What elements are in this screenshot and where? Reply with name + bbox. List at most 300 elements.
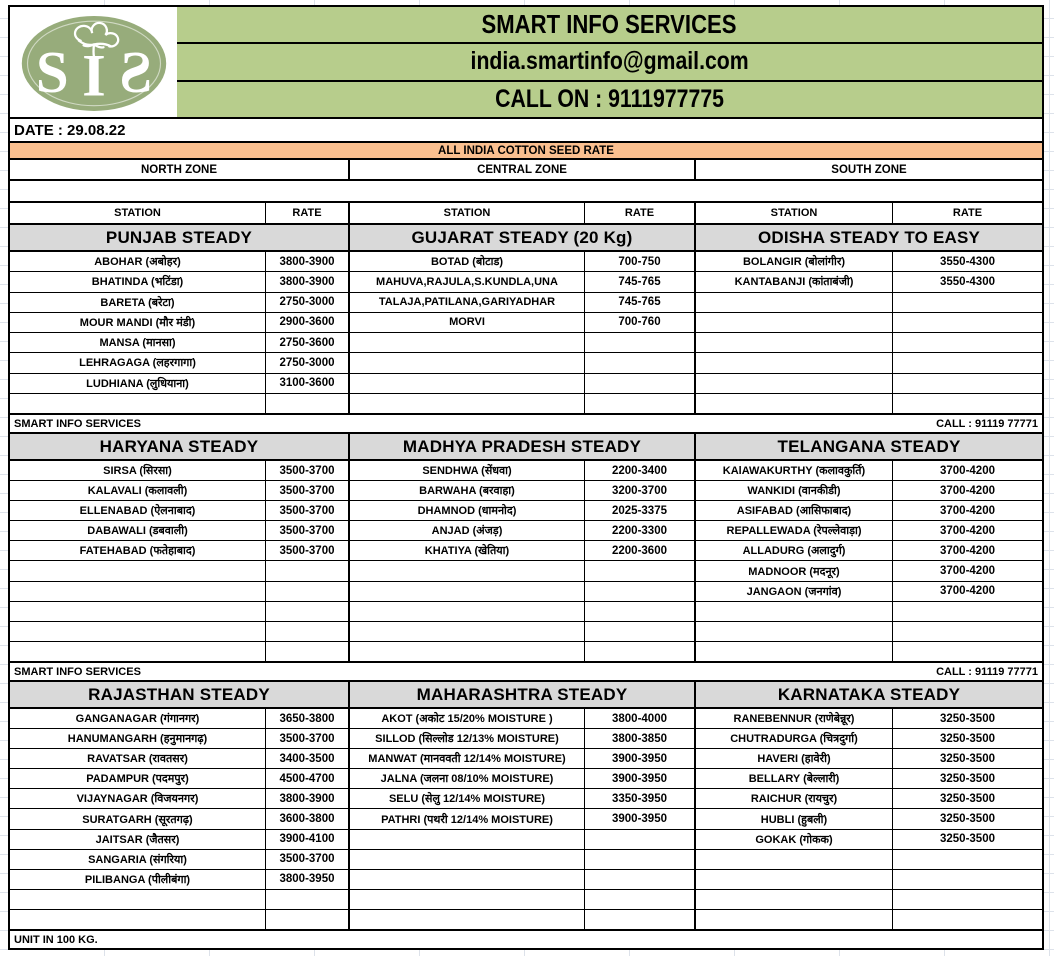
company-title-row (177, 7, 1042, 42)
gujarat-rates (350, 252, 696, 413)
station-cell (350, 830, 585, 849)
rate-cell (893, 333, 1042, 352)
rate-table-section-3 (10, 707, 1042, 929)
station-cell (696, 394, 893, 413)
station-cell (350, 582, 585, 601)
rate-cell: 3100-3600 (279, 377, 335, 390)
company-phone: CALL ON : 9111977775 (495, 84, 724, 113)
table-row (696, 481, 1042, 501)
rate-cell (266, 622, 348, 641)
station-cell: MANSA (मानसा) (10, 333, 266, 352)
date-label: DATE : 29.08.22 (14, 121, 126, 139)
zone-central: CENTRAL ZONE (350, 160, 696, 179)
table-row (10, 769, 348, 789)
table-row (696, 313, 1042, 333)
station-cell: JAITSAR (जैतसर) (10, 830, 266, 849)
station-header: STATION (10, 203, 266, 223)
zone-header-row (10, 158, 1042, 179)
station-cell (350, 642, 585, 661)
state-title-gujarat: GUJARAT STEADY (20 Kg) (350, 225, 696, 250)
rate-cell: 3250-3500 (940, 732, 995, 745)
table-row (10, 541, 348, 561)
table-row (350, 561, 694, 581)
table-row (696, 501, 1042, 521)
station-cell: SANGARIA (संगरिया) (10, 850, 266, 869)
rate-cell: 3600-3800 (279, 813, 335, 826)
station-cell: ABOHAR (अबोहर) (10, 252, 266, 271)
table-row (350, 850, 694, 870)
rate-cell: 2200-3400 (612, 464, 667, 477)
station-cell (10, 622, 266, 641)
state-title-maharashtra: MAHARASHTRA STEADY (350, 682, 696, 707)
table-row (10, 521, 348, 541)
rate-cell (893, 313, 1042, 332)
rate-cell (893, 870, 1042, 889)
rate-cell: 700-750 (618, 255, 661, 268)
station-cell (350, 374, 585, 393)
station-cell: SELU (सेलु 12/14% MOISTURE) (350, 789, 585, 808)
company-logo (10, 7, 177, 117)
station-cell (350, 561, 585, 580)
table-row (696, 394, 1042, 413)
table-row (10, 749, 348, 769)
station-cell (10, 582, 266, 601)
rajasthan-rates (10, 709, 350, 929)
rate-cell: 3200-3700 (612, 484, 667, 497)
rate-cell: 3900-3950 (612, 752, 667, 765)
rate-cell: 3650-3800 (279, 712, 335, 725)
table-row (10, 870, 348, 890)
station-cell: MANWAT (मानववती 12/14% MOISTURE) (350, 749, 585, 768)
rate-cell (893, 602, 1042, 621)
rate-cell: 3550-4300 (940, 275, 995, 288)
rate-cell: 2750-3600 (279, 336, 335, 349)
table-row (696, 709, 1042, 729)
rate-cell (893, 374, 1042, 393)
info-bar-left: SMART INFO SERVICES (14, 417, 141, 430)
rate-cell (893, 910, 1042, 929)
table-row (10, 333, 348, 353)
state-title-rajasthan: RAJASTHAN STEADY (10, 682, 350, 707)
station-cell: SURATGARH (सूरतगढ़) (10, 809, 266, 828)
table-row (696, 830, 1042, 850)
north-column-headers (10, 203, 350, 223)
station-cell (696, 642, 893, 661)
station-cell: RANEBENNUR (राणेबेन्नूर) (696, 709, 893, 728)
station-cell (10, 602, 266, 621)
rate-cell (893, 622, 1042, 641)
odisha-rates (696, 252, 1042, 413)
rate-table-section-1 (10, 250, 1042, 413)
table-row (10, 481, 348, 501)
rate-cell (893, 850, 1042, 869)
punjab-rates (10, 252, 350, 413)
rate-cell: 3250-3500 (940, 833, 995, 846)
station-cell (350, 870, 585, 889)
table-row (350, 353, 694, 373)
station-cell: WANKIDI (वानकीडी) (696, 481, 893, 500)
haryana-rates (10, 461, 350, 661)
table-row (350, 521, 694, 541)
station-cell (350, 602, 585, 621)
rate-header: RATE (292, 207, 322, 219)
station-cell: TALAJA,PATILANA,GARIYADHAR (350, 293, 585, 312)
station-cell (350, 394, 585, 413)
rate-header: RATE (624, 207, 655, 219)
station-cell: ASIFABAD (आसिफाबाद) (696, 501, 893, 520)
rate-cell: 3400-3500 (279, 752, 335, 765)
rate-cell: 3550-4300 (940, 255, 995, 268)
table-row (696, 272, 1042, 292)
rate-cell (585, 622, 694, 641)
rate-cell: 2025-3375 (612, 504, 667, 517)
table-row (10, 252, 348, 272)
table-row (696, 561, 1042, 581)
station-cell: HANUMANGARH (हनुमानगढ़) (10, 729, 266, 748)
table-row (696, 789, 1042, 809)
station-cell (696, 602, 893, 621)
station-cell: RAVATSAR (रावतसर) (10, 749, 266, 768)
station-cell (10, 642, 266, 661)
rate-cell: 3700-4200 (940, 484, 995, 497)
rate-cell: 3350-3950 (612, 792, 667, 805)
rate-cell (266, 561, 348, 580)
banner-title: ALL INDIA COTTON SEED RATE (438, 144, 614, 157)
company-email-row (177, 42, 1042, 79)
table-row (696, 461, 1042, 481)
rate-cell: 3500-3700 (279, 853, 335, 866)
unit-note-row (10, 929, 1042, 948)
table-row (10, 461, 348, 481)
table-row (696, 642, 1042, 661)
rate-cell (585, 374, 694, 393)
column-header-row (10, 201, 1042, 223)
station-cell: ANJAD (अंजड़) (350, 521, 585, 540)
rate-cell: 3900-3950 (612, 772, 667, 785)
table-row (10, 602, 348, 622)
madhya-pradesh-rates (350, 461, 696, 661)
rate-cell (585, 870, 694, 889)
rate-cell: 3700-4200 (940, 585, 995, 598)
station-cell (696, 333, 893, 352)
table-row (696, 582, 1042, 602)
rate-cell: 3700-4200 (940, 565, 995, 578)
table-row (696, 353, 1042, 373)
station-cell: LUDHIANA (लुधियाना) (10, 374, 266, 393)
table-row (350, 870, 694, 890)
station-cell: MOUR MANDI (मौर मंडी) (10, 313, 266, 332)
rate-cell (585, 602, 694, 621)
state-title-karnataka: KARNATAKA STEADY (777, 684, 961, 704)
table-row (10, 501, 348, 521)
table-row (350, 890, 694, 910)
rate-cell: 745-765 (618, 275, 661, 288)
date-row (10, 117, 1042, 141)
table-row (696, 293, 1042, 313)
rate-cell (585, 890, 694, 909)
table-row (350, 830, 694, 850)
table-row (696, 541, 1042, 561)
rate-cell: 3500-3700 (279, 544, 335, 557)
table-row (350, 272, 694, 292)
station-cell: KALAVALI (कलावली) (10, 481, 266, 500)
station-cell: LEHRAGAGA (लहरगागा) (10, 353, 266, 372)
rate-cell: 3500-3700 (279, 504, 335, 517)
station-cell: GOKAK (गोकक) (696, 830, 893, 849)
table-row (10, 729, 348, 749)
rate-cell (266, 602, 348, 621)
rate-cell: 3900-3950 (612, 813, 667, 826)
station-cell (696, 910, 893, 929)
karnataka-rates (696, 709, 1042, 929)
cotton-boll-icon (18, 12, 170, 113)
table-row (350, 769, 694, 789)
station-cell (350, 353, 585, 372)
station-cell: PATHRI (पथरी 12/14% MOISTURE) (350, 809, 585, 828)
station-cell (350, 850, 585, 869)
rate-cell: 3250-3500 (940, 792, 995, 805)
rate-cell: 3700-4200 (940, 544, 995, 557)
station-cell: CHUTRADURGA (चित्रदुर्गा) (696, 729, 893, 748)
table-row (696, 374, 1042, 394)
table-row (696, 910, 1042, 929)
table-row (696, 749, 1042, 769)
table-row (10, 293, 348, 313)
station-cell: BOTAD (बोटाड) (350, 252, 585, 271)
table-row (350, 501, 694, 521)
table-row (696, 850, 1042, 870)
table-row (10, 789, 348, 809)
state-header-row-2 (10, 432, 1042, 459)
table-row (10, 353, 348, 373)
station-cell: AKOT (अकोट 15/20% MOISTURE ) (350, 709, 585, 728)
table-row (350, 541, 694, 561)
rate-cell (893, 394, 1042, 413)
state-title-odisha: ODISHA STEADY TO EASY (757, 227, 981, 247)
banner-row (10, 141, 1042, 158)
station-cell: KAlAWAKURTHY (कलावकुर्ति) (696, 461, 893, 480)
rate-cell: 3500-3700 (279, 484, 335, 497)
info-bar-right: CALL : 91119 77771 (936, 665, 1038, 678)
station-cell (10, 910, 266, 929)
rate-cell: 3500-3700 (279, 464, 335, 477)
table-row (696, 809, 1042, 829)
zone-south: SOUTH ZONE (831, 163, 907, 176)
station-cell: REPALLEWADA (रेपल्लेवाड़ा) (696, 521, 893, 540)
table-row (10, 809, 348, 829)
table-row (10, 709, 348, 729)
rate-cell (585, 910, 694, 929)
table-row (10, 582, 348, 602)
station-cell: BHATINDA (भटिंडा) (10, 272, 266, 291)
rate-cell: 3500-3700 (279, 524, 335, 537)
station-cell: HUBLI (हुबली) (696, 809, 893, 828)
rate-cell: 700-760 (618, 316, 661, 329)
rate-cell (266, 582, 348, 601)
rate-cell: 3800-3950 (279, 873, 335, 886)
state-title-haryana: HARYANA STEADY (10, 434, 350, 459)
table-row (350, 481, 694, 501)
station-cell: PILIBANGA (पीलीबंगा) (10, 870, 266, 889)
rate-cell: 3800-4000 (612, 712, 667, 725)
table-row (350, 709, 694, 729)
table-row (350, 809, 694, 829)
station-cell (350, 622, 585, 641)
rate-cell (585, 642, 694, 661)
table-row (350, 293, 694, 313)
rate-cell: 3800-3850 (612, 732, 667, 745)
station-cell (696, 313, 893, 332)
rate-cell: 4500-4700 (279, 772, 335, 785)
state-header-row-1 (10, 223, 1042, 250)
table-row (10, 394, 348, 413)
table-row (10, 374, 348, 394)
telangana-rates (696, 461, 1042, 661)
station-header: STATION (696, 203, 893, 223)
station-cell: ALLADURG (अलादुर्ग) (696, 541, 893, 560)
rate-cell: 3900-4100 (279, 833, 335, 846)
rate-cell (585, 582, 694, 601)
rate-cell: 3500-3700 (279, 732, 335, 745)
table-row (350, 333, 694, 353)
rate-cell: 3800-3900 (279, 792, 335, 805)
station-cell: MADNOOR (मदनूर) (696, 561, 893, 580)
svg-text:I: I (81, 42, 106, 110)
table-row (696, 333, 1042, 353)
rate-cell: 2200-3600 (612, 544, 667, 557)
rate-cell: 3800-3900 (279, 255, 335, 268)
rate-cell (585, 830, 694, 849)
info-bar-right: CALL : 91119 77771 (936, 417, 1038, 430)
rate-cell: 2750-3000 (279, 296, 335, 309)
table-row (10, 272, 348, 292)
table-row (10, 313, 348, 333)
rate-cell: 3250-3500 (940, 772, 995, 785)
station-cell (10, 890, 266, 909)
state-title-madhya-pradesh: MADHYA PRADESH STEADY (350, 434, 696, 459)
rate-cell (893, 642, 1042, 661)
station-cell: DHAMNOD (धामनोद) (350, 501, 585, 520)
table-row (10, 850, 348, 870)
station-cell: SILLOD (सिल्लोड 12/13% MOISTURE) (350, 729, 585, 748)
station-cell: BARWAHA (बरवाहा) (350, 481, 585, 500)
station-cell (350, 910, 585, 929)
rate-table-section-2 (10, 459, 1042, 661)
table-row (696, 622, 1042, 642)
zone-north: NORTH ZONE (10, 160, 350, 179)
station-cell: HAVERI (हावेरी) (696, 749, 893, 768)
south-column-headers (696, 203, 1042, 223)
table-row (350, 313, 694, 333)
station-cell: SIRSA (सिरसा) (10, 461, 266, 480)
table-row (696, 521, 1042, 541)
table-row (350, 461, 694, 481)
state-header-row-3 (10, 680, 1042, 707)
station-cell: JALNA (जलना 08/10% MOISTURE) (350, 769, 585, 788)
table-row (350, 642, 694, 661)
rate-cell (266, 890, 348, 909)
maharashtra-rates (350, 709, 696, 929)
table-row (350, 394, 694, 413)
station-cell: KANTABANJI (कांताबंजी) (696, 272, 893, 291)
info-bar-1 (10, 413, 1042, 432)
rate-cell: 2900-3600 (279, 316, 335, 329)
table-row (696, 890, 1042, 910)
central-column-headers (350, 203, 696, 223)
station-cell (696, 622, 893, 641)
rate-cell (585, 394, 694, 413)
rate-cell (585, 561, 694, 580)
station-cell: KHATIYA (खेतिया) (350, 541, 585, 560)
rate-cell: 3700-4200 (940, 464, 995, 477)
station-cell: MORVI (350, 313, 585, 332)
table-row (350, 749, 694, 769)
station-cell (696, 293, 893, 312)
station-cell (696, 353, 893, 372)
rate-cell: 2750-3000 (279, 356, 335, 369)
table-row (350, 374, 694, 394)
rate-cell (266, 394, 348, 413)
station-cell (696, 850, 893, 869)
rate-cell (893, 353, 1042, 372)
table-row (350, 729, 694, 749)
company-title: SMART INFO SERVICES (481, 9, 737, 40)
table-row (350, 910, 694, 929)
station-cell: ELLENABAD (ऐलनाबाद) (10, 501, 266, 520)
rate-cell: 3700-4200 (940, 504, 995, 517)
rate-cell (266, 642, 348, 661)
table-row (10, 622, 348, 642)
unit-note: UNIT IN 100 KG. (14, 933, 98, 946)
company-email: india.smartinfo@gmail.com (470, 47, 749, 76)
info-bar-left: SMART INFO SERVICES (14, 665, 141, 678)
rate-cell: 3250-3500 (940, 712, 995, 725)
spacer-row (10, 179, 1042, 201)
table-row (10, 561, 348, 581)
table-row (350, 789, 694, 809)
company-phone-row (177, 80, 1042, 117)
svg-text:S: S (35, 39, 69, 105)
svg-text:S: S (118, 39, 152, 105)
rate-cell (893, 293, 1042, 312)
header-banner (177, 7, 1042, 117)
rate-cell (893, 890, 1042, 909)
rate-cell (585, 353, 694, 372)
rate-cell: 745-765 (618, 296, 661, 309)
station-cell: MAHUVA,RAJULA,S.KUNDLA,UNA (350, 272, 585, 291)
rate-cell: 3250-3500 (940, 813, 995, 826)
table-row (350, 622, 694, 642)
rate-cell: 2200-3300 (612, 524, 667, 537)
rate-cell: 3700-4200 (940, 524, 995, 537)
station-cell: BARETA (बरेटा) (10, 293, 266, 312)
rate-sheet (8, 5, 1044, 950)
table-row (10, 890, 348, 910)
state-title-punjab: PUNJAB STEADY (10, 225, 350, 250)
station-cell (350, 333, 585, 352)
station-cell: VIJAYNAGAR (विजयनगर) (10, 789, 266, 808)
station-cell (696, 890, 893, 909)
rate-cell: 3800-3900 (279, 275, 335, 288)
table-row (696, 729, 1042, 749)
station-cell: DABAWALI (डबवाली) (10, 521, 266, 540)
rate-cell: 3250-3500 (940, 752, 995, 765)
station-cell: BOLANGIR (बोलांगीर) (696, 252, 893, 271)
state-title-telangana: TELANGANA STEADY (777, 436, 961, 456)
station-cell: FATEHABAD (फतेहाबाद) (10, 541, 266, 560)
table-row (10, 910, 348, 929)
table-row (10, 830, 348, 850)
